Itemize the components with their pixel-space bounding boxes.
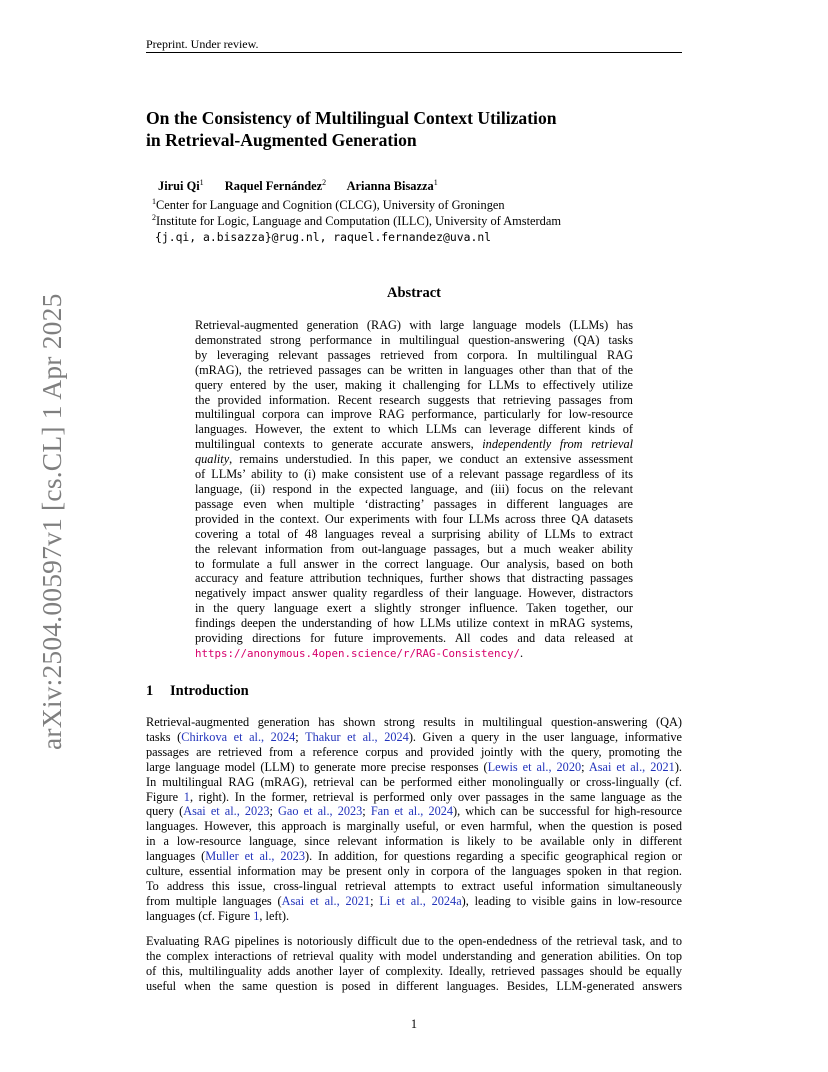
affiliation-2 [152,214,682,229]
affiliation-1 [152,198,682,213]
body-text: languages (cf. Figure [146,908,254,923]
paper-title [146,107,682,151]
body-line: Retrieval-augmented generation has shown strong results in multilingual question-answering (QA) [146,715,682,729]
figure-ref-link[interactable]: 1 [183,789,190,804]
section-title: Introduction [170,683,249,699]
intro-paragraph-1 [146,715,682,924]
body-text: , right). In the former, retrieval is performed only over passages in the same language as the [189,789,683,804]
affiliation-mark: 2 [152,212,156,222]
affiliation-mark: 2 [322,177,327,187]
citation-link[interactable]: Fan et al., 2024 [370,804,454,819]
abstract-line: negatively impact answer quality regardless of their language. However, distractors [195,586,633,601]
abstract-line: accuracy and feature attribution techniques, further shows that distracting passages [195,571,633,586]
body-text: languages ( [146,849,206,864]
citation-link[interactable]: Gao et al., 2023 [278,804,363,819]
body-text: , left). [259,908,290,923]
body-line: useful when the same question is posed in different languages. Besides, LLM-generated answers [146,978,682,993]
abstract-line: covering a total of 48 languages reveal a surprising ability of LLMs to extract [195,526,633,541]
citation-link[interactable]: Asai et al., 2021 [588,759,675,774]
abstract-line: the provided information. Recent research suggests that retrieving passages from [195,392,633,407]
body-line [146,804,682,819]
abstract-line: the relevant information from out-language passages, but a much weaker ability [195,541,633,556]
abstract-line: language, (ii) respond in the expected language, and (iii) focus on the relevant [195,481,633,496]
body-line [146,760,682,775]
abstract-line [195,646,633,662]
abstract-line: by leveraging relevant passages retrieved from corpora. In multilingual RAG [195,347,633,362]
body-text: from multiple languages ( [146,893,282,908]
body-line: in a low-resource language, since relevant information is likely to be available only in different [146,834,682,849]
author-name: Arianna Bisazza [346,179,434,193]
author-name: Raquel Fernández [224,179,323,193]
affiliation-mark: 1 [152,196,156,206]
intro-paragraph-2 [146,934,682,994]
body-text: ; [269,804,279,819]
affiliation-text: Institute for Logic, Language and Computation (ILLC), University of Amsterdam [156,214,562,228]
figure-ref-link[interactable]: 1 [253,908,260,923]
body-text: ; [370,893,380,908]
citation-link[interactable]: Thakur et al., 2024 [305,729,409,744]
author-2 [225,179,326,193]
abstract-line: provided in the context. Our experiments with four LLMs across three QA datasets [195,511,633,526]
body-line [146,790,682,805]
citation-link[interactable]: Lewis et al., 2020 [487,759,582,774]
abstract-line: demonstrated strong performance in multilingual question-answering (QA) tasks [195,332,633,347]
body-line: To address this issue, cross-lingual retrieval attempts to extract useful information simultaneously [146,878,682,893]
abstract-line [195,452,633,467]
body-line: In multilingual RAG (mRAG), retrieval can be performed either monolingually or cross-lingually (cf. [146,774,682,789]
arxiv-identifier-stamp: arXiv:2504.00597v1 [cs.CL] 1 Apr 2025 [36,293,67,750]
citation-link[interactable]: Muller et al., 2023 [205,849,306,864]
body-text: ). [674,759,682,774]
citation-link[interactable]: Chirkova et al., 2024 [181,729,296,744]
body-line [146,849,682,864]
body-line: the complex interactions of retrieval quality with model understanding and generation abilities. On top [146,948,682,963]
abstract-text: multilingual contexts to generate accurate answers, [195,437,474,452]
abstract-line: providing directions for future improvements. All codes and data released at [195,631,633,646]
body-text: large language model (LLM) to generate more precise responses ( [146,759,488,774]
affiliation-mark: 1 [433,177,438,187]
title-line-2: in Retrieval-Augmented Generation [146,130,417,150]
author-emails: {j.qi, a.bisazza}@rug.nl, raquel.fernandez@uva.nl [155,230,492,244]
author-name: Jirui Qi [158,179,200,193]
author-list [158,178,678,194]
body-text: ). Given a query in the user language, informative [408,729,683,744]
section-heading-introduction [146,682,249,700]
title-line-1: On the Consistency of Multilingual Context Utilization [146,108,557,128]
abstract-body [195,318,633,662]
abstract-line: languages. However, the extent to which LLMs can leverage different kinds of [195,422,633,437]
body-text: ), leading to visible gains in low-resource [461,893,682,908]
abstract-line: to formulate a full answer in the correct language. Our analysis, based on both [195,556,633,571]
header-rule [146,52,682,53]
body-text: ). In addition, for questions regarding a specific geographical region or [305,849,683,864]
body-line: of this, multilinguality adds another layer of complexity. Ideally, retrieved passages should be equally [146,963,682,978]
abstract-italic: quality [195,452,230,467]
body-text: ; [362,804,371,819]
body-text: query ( [146,804,184,819]
abstract-line: of LLMs’ ability to (i) make consistent use of a relevant passage regardless of its [195,467,633,482]
body-line: languages. However, this approach is marginally useful, or even harmful, when the question is posed [146,819,682,834]
abstract-heading: Abstract [387,285,441,301]
body-line: Evaluating RAG pipelines is notoriously difficult due to the open-endedness of the retrieval task, and to [146,934,682,948]
running-head: Preprint. Under review. [146,37,259,51]
author-1 [158,179,204,193]
citation-link[interactable]: Li et al., 2024a [379,893,462,908]
body-line [146,730,682,745]
affiliation-mark: 1 [199,177,204,187]
abstract-text: , remains understudied. In this paper, we conduct an extensive assessment [229,452,633,467]
body-text: tasks ( [146,729,182,744]
body-text: ), which can be successful for high-resource [453,804,682,819]
abstract-line: query entered by the user, making it challenging for LLMs to effectively utilize [195,377,633,392]
code-release-link[interactable]: https://anonymous.4open.science/r/RAG-Consistency/ [195,646,521,660]
abstract-italic: independently from retrieval [482,437,634,452]
abstract-line: multilingual corpora can improve RAG performance, particularly for low-resource [195,407,633,422]
citation-link[interactable]: Asai et al., 2023 [183,804,270,819]
body-text: ; [295,729,306,744]
body-line [146,909,682,924]
abstract-line: Retrieval-augmented generation (RAG) with large language models (LLMs) has [195,318,633,332]
abstract-line: findings deepen the understanding of how LLMs utilize context in mRAG systems, [195,616,633,631]
body-line: passages are retrieved from a reference corpus and provided jointly with the query, promoting the [146,744,682,759]
abstract-line: in the query language exert a slightly stronger influence. Taken together, our [195,601,633,616]
body-text: ; [581,759,589,774]
citation-link[interactable]: Asai et al., 2021 [281,893,371,908]
abstract-line: (mRAG), the retrieved passages can be written in languages other than that of the [195,362,633,377]
body-line: culture, essential information may be present only in corpora of the languages spoken in that region. [146,864,682,879]
abstract-text: . [520,645,524,660]
abstract-line [195,437,633,452]
affiliation-text: Center for Language and Cognition (CLCG), University of Groningen [156,198,505,212]
section-number: 1 [146,683,154,699]
abstract-line: passage even when multiple ‘distracting’ passages in different languages are [195,496,633,511]
body-text: Figure [146,789,184,804]
author-3 [347,179,438,193]
body-line [146,894,682,909]
page-number: 1 [410,1017,418,1031]
